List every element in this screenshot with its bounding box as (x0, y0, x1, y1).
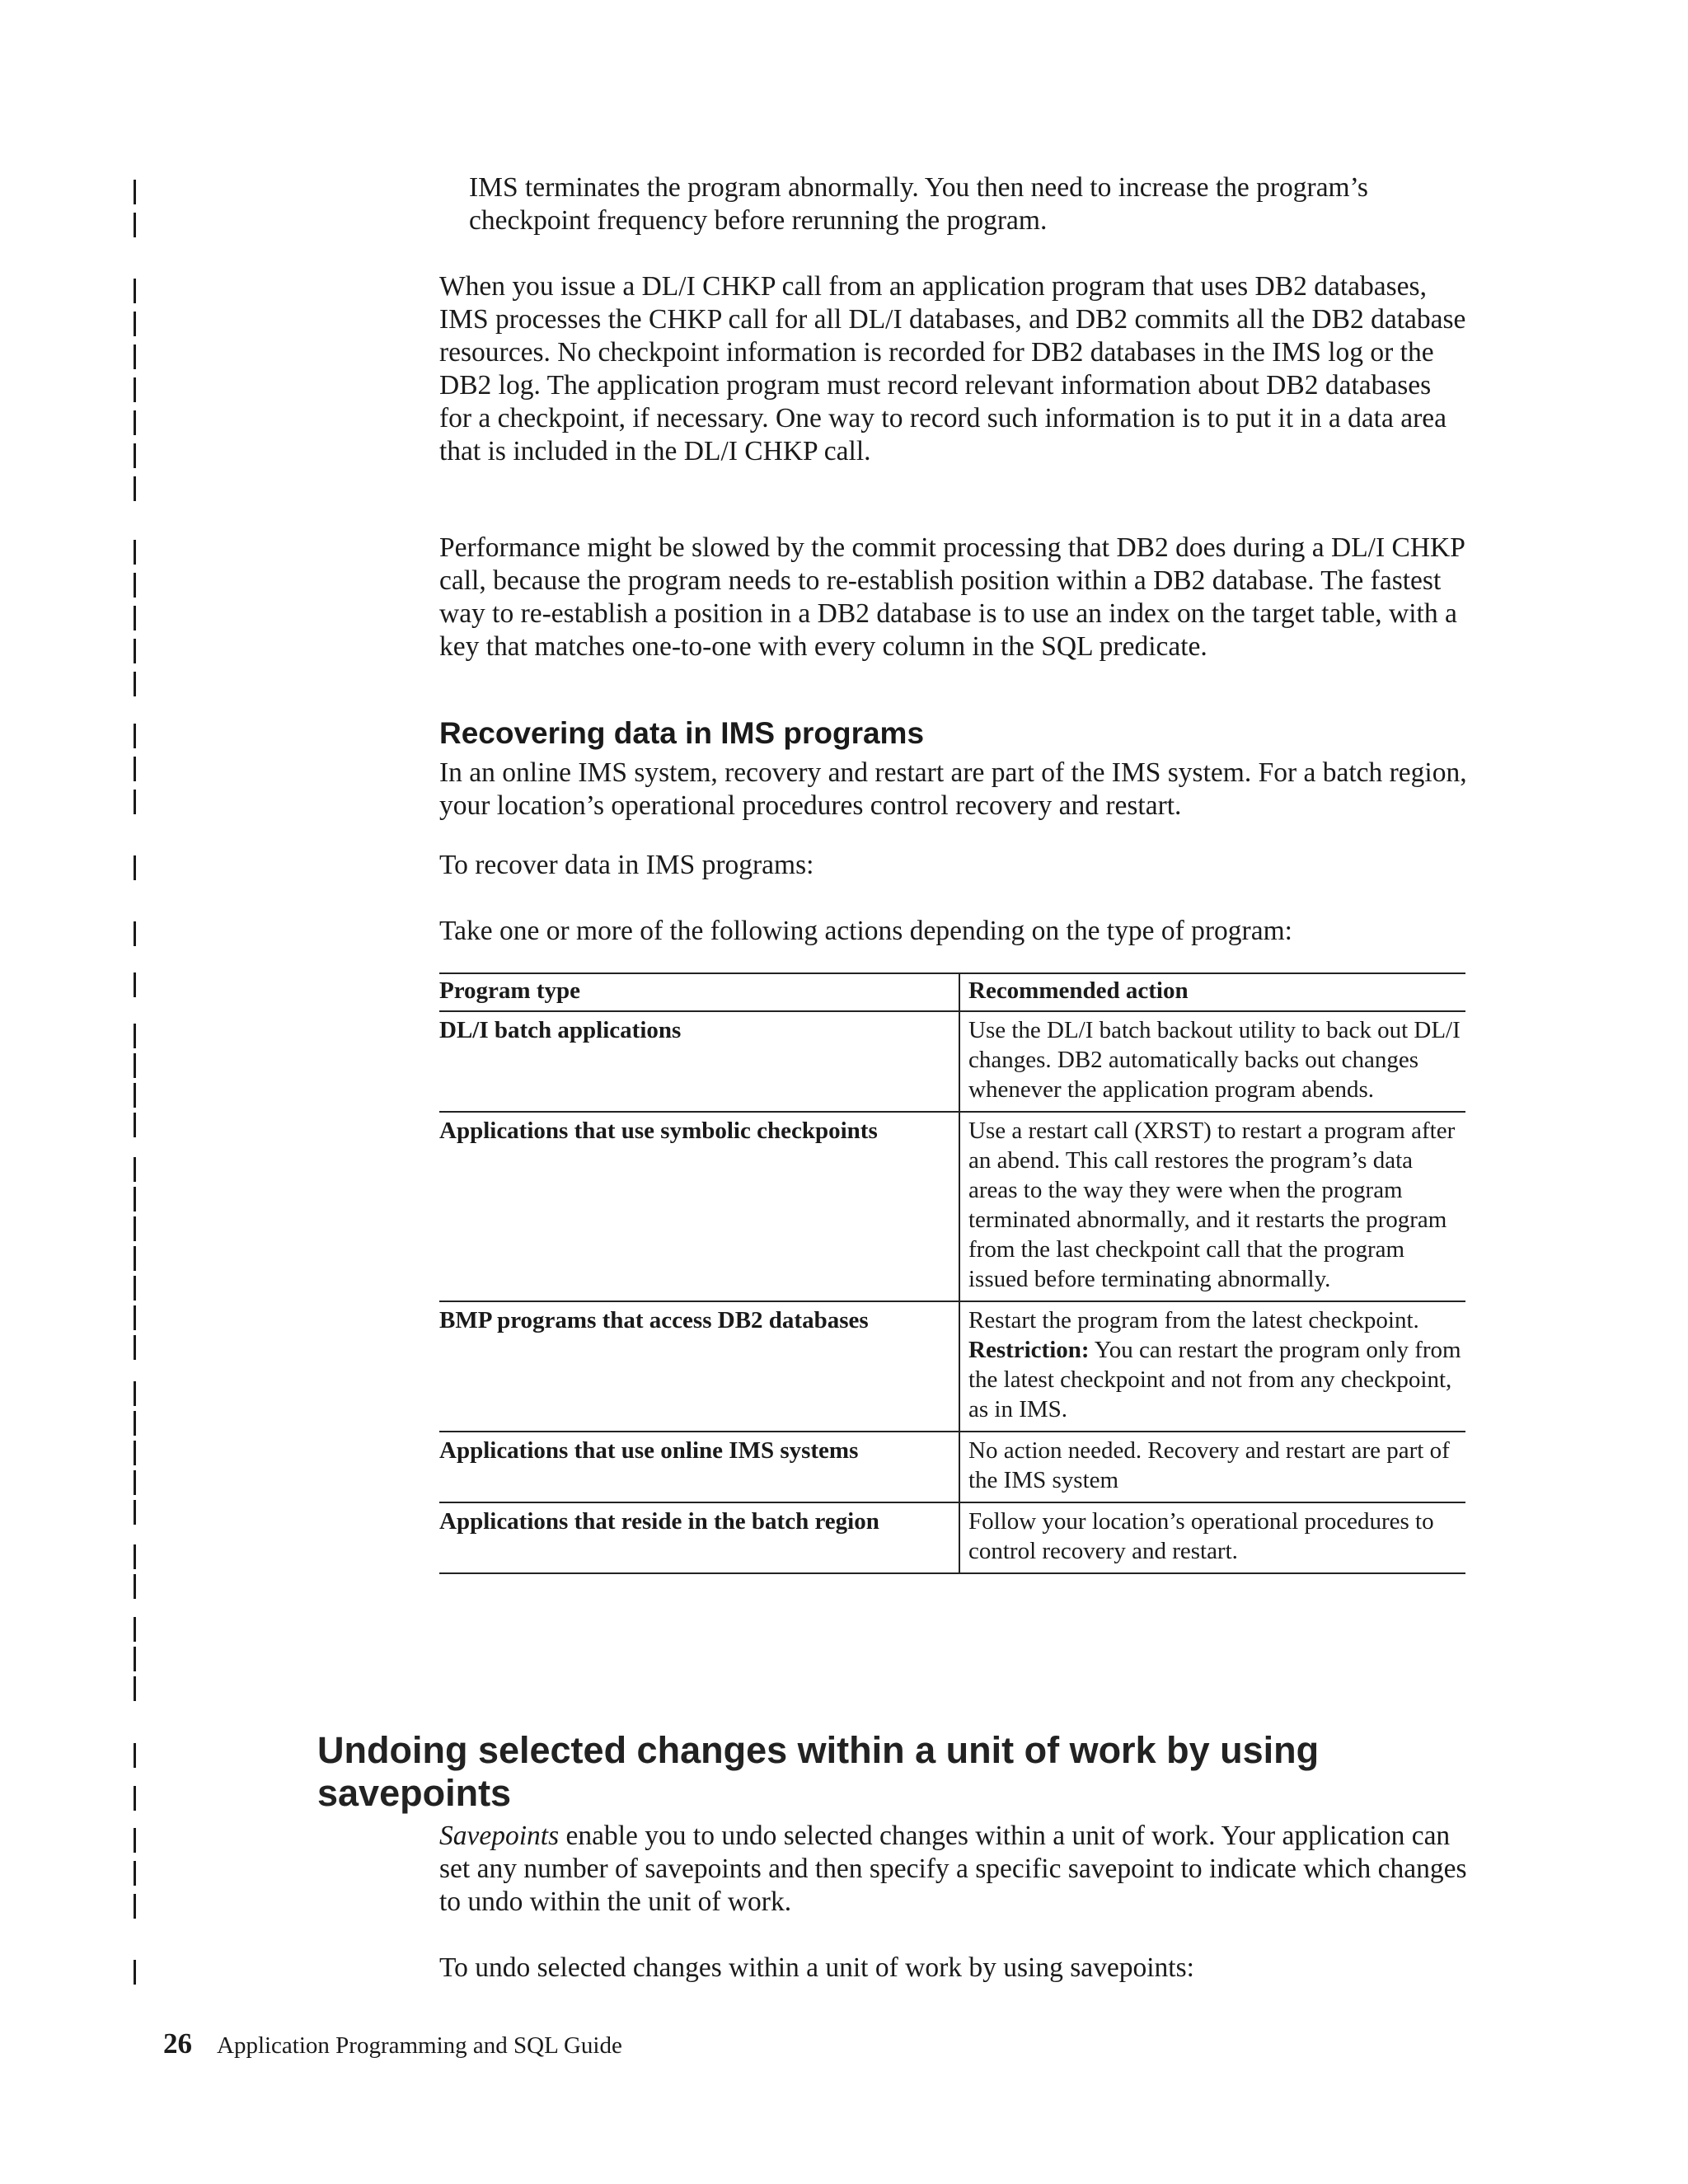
chkp-call-paragraph: When you issue a DL/I CHKP call from an application program that uses DB2 databases, IMS processes the CHKP call for all DL/I databases, and DB2 commits all the DB2 database resources. No checkpoint information is recorded for DB2 databases in the IMS log or the DB2 log. The application program must record relevant information about DB2 databases for a checkpoint, if necessary. One way to record such information is to put it in a data area that is included in the DL/I CHKP call. (439, 271, 1466, 466)
change-bar (134, 476, 136, 501)
action-cell (959, 1301, 1465, 1432)
change-bar (134, 410, 136, 435)
change-bar (134, 377, 136, 402)
continuation-paragraph: IMS terminates the program abnormally. You then need to increase the program’s checkpoint frequency before rerunning the program. (469, 172, 1368, 236)
change-bar (134, 606, 136, 630)
change-bar (134, 1786, 136, 1811)
change-bar (134, 1335, 136, 1360)
change-bar (134, 1113, 136, 1137)
change-bar (134, 1276, 136, 1301)
change-bar (134, 1500, 136, 1525)
savepoints-intro (439, 1820, 1470, 1919)
change-bar (134, 1743, 136, 1768)
change-bar (134, 1381, 136, 1406)
change-bar (134, 639, 136, 663)
change-bar (134, 672, 136, 696)
table-row (439, 1432, 1465, 1502)
change-bar (134, 1441, 136, 1465)
recovering-step: To recover data in IMS programs: (439, 850, 814, 880)
change-bar (134, 1574, 136, 1599)
action-cell: Use a restart call (XRST) to restart a program after an abend. This call restores the program’s data areas to the way they were when the program terminated abnormally, and it restarts the program from the last checkpoint call that the program issued before terminating abnormally. (959, 1112, 1465, 1301)
change-bar (134, 790, 136, 814)
table-header-row (439, 973, 1465, 1011)
change-bar (134, 1305, 136, 1330)
table-row (439, 1502, 1465, 1573)
change-bar (134, 1861, 136, 1886)
change-bar (134, 724, 136, 748)
change-bar (134, 1894, 136, 1919)
change-bar (134, 921, 136, 946)
recovering-heading: Recovering data in IMS programs (439, 716, 925, 750)
savepoints-intro-text: enable you to undo selected changes within a unit of work. Your application can set any number of savepoints and then specify a specific savepoint to indicate which changes to undo within the unit of work. (439, 1821, 1467, 1917)
change-bar (134, 344, 136, 369)
change-bar (134, 1411, 136, 1436)
change-bar (134, 1187, 136, 1212)
change-bar (134, 540, 136, 565)
restriction-label: Restriction: (968, 1337, 1090, 1363)
page-number: 26 (163, 2027, 192, 2060)
change-bar (134, 757, 136, 781)
action-cell: Use the DL/I batch backout utility to back out DL/I changes. DB2 automatically backs out changes whenever the application program abends. (959, 1011, 1465, 1112)
change-bar (134, 855, 136, 880)
savepoints-step: To undo selected changes within a unit of work by using savepoints: (439, 1952, 1194, 1983)
table-row (439, 1011, 1465, 1112)
program-type-cell: Applications that use symbolic checkpoints (439, 1112, 959, 1301)
recovering-intro: In an online IMS system, recovery and restart are part of the IMS system. For a batch region, your location’s operational procedures control recovery and restart. (439, 757, 1467, 821)
change-bar (134, 1083, 136, 1108)
change-bar (134, 1544, 136, 1569)
page-footer (163, 2029, 622, 2060)
performance-paragraph: Performance might be slowed by the commit processing that DB2 does during a DL/I CHKP call, because the program needs to re-establish position within a DB2 database. The fastest way to re-establish a position in a DB2 database is to use an index on the target table, with a key that matches one-to-one with every column in the SQL predicate. (439, 532, 1465, 662)
change-bar (134, 312, 136, 336)
header-program-type: Program type (439, 973, 959, 1011)
change-bar (134, 1024, 136, 1048)
savepoints-heading: Undoing selected changes within a unit of work by using savepoints (317, 1729, 1320, 1814)
change-bar (134, 1053, 136, 1078)
change-bar (134, 1470, 136, 1495)
book-title: Application Programming and SQL Guide (217, 2032, 622, 2059)
change-bar (134, 1676, 136, 1701)
program-type-cell: Applications that reside in the batch region (439, 1502, 959, 1573)
change-bar (134, 443, 136, 468)
change-bar (134, 1647, 136, 1671)
change-bar (134, 1617, 136, 1642)
program-type-cell: Applications that use online IMS systems (439, 1432, 959, 1502)
change-bar (134, 573, 136, 598)
change-bar (134, 1157, 136, 1182)
change-bar (134, 972, 136, 997)
restriction-text: You can restart the program only from the latest checkpoint and not from any checkpoint, as in IMS. (968, 1337, 1461, 1422)
action-text: Restart the program from the latest checkpoint. (968, 1307, 1419, 1333)
change-bar (134, 1216, 136, 1241)
program-type-cell: BMP programs that access DB2 databases (439, 1301, 959, 1432)
action-cell: No action needed. Recovery and restart are part of the IMS system (959, 1432, 1465, 1502)
change-bar (134, 180, 136, 204)
change-bar (134, 1960, 136, 1985)
recovery-actions-table (439, 972, 1465, 1574)
change-bar (134, 1828, 136, 1853)
action-cell: Follow your location’s operational procedures to control recovery and restart. (959, 1502, 1465, 1573)
savepoints-term: Savepoints (439, 1821, 560, 1851)
change-bar (134, 1246, 136, 1271)
table-row (439, 1301, 1465, 1432)
change-bar (134, 279, 136, 303)
recovering-lead-in: Take one or more of the following actions depending on the type of program: (439, 916, 1292, 946)
header-recommended-action: Recommended action (959, 973, 1465, 1011)
table-row (439, 1112, 1465, 1301)
change-bar (134, 213, 136, 237)
program-type-cell: DL/I batch applications (439, 1011, 959, 1112)
